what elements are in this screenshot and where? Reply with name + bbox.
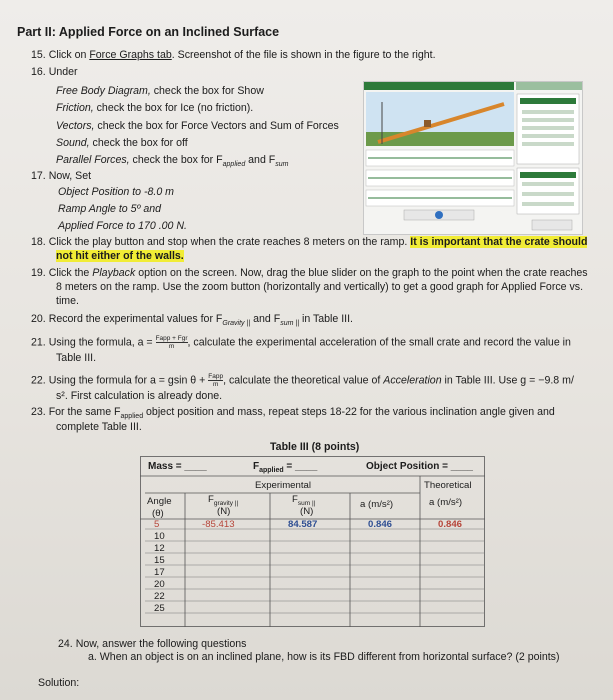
step-20: 20. Record the experimental values for $F_{Gravity ||}$ and $F_{sum ||}$ in Table III. [31,313,353,328]
step-22-line-2: s². First calculation is already done. [56,390,223,402]
fsum-header: $F_{sum ||}$ [292,494,316,507]
panel-row [522,142,574,146]
accel-header: a (m/s²) [360,499,394,510]
panel-row [522,182,574,186]
sound-instruction: Sound, check the box for off [56,137,188,149]
row-accel: 0.846 [368,519,393,530]
panel-row [522,118,574,122]
row-angle: 20 [154,579,165,590]
panel-row [522,134,574,138]
vectors-instruction: Vectors, check the box for Force Vectors and Sum of Forces [56,120,339,132]
panel-row [522,126,574,130]
table-iii [140,443,485,627]
panel-row [522,110,574,114]
table-title: Table III (8 points) [270,441,360,453]
panel-row [522,192,574,196]
row-angle: 12 [154,543,165,554]
accel-theoretical-header: a (m/s²) [429,497,463,508]
ramp-angle-setting: Ramp Angle to 5º and [58,203,162,215]
row-angle: 22 [154,591,165,602]
step-22: 22. Using the formula for a = gsin θ + Fapp m , calculate the theoretical value of Acceleration in Table III. Use g = −9.8 m/ [31,373,574,388]
panel-header [520,98,576,104]
row-fgravity: -85.413 [202,519,235,530]
step-19-line-2: 8 meters on the ramp. Use the zoom button (horizontally and vertically) to get a good graph for Applied Force vs. [56,281,584,293]
experimental-header: Experimental [255,480,311,491]
step-17: 17. Now, Set [31,170,92,182]
row-accel-theoretical: 0.846 [438,519,463,530]
row-angle: 5 [154,519,160,530]
formula-fraction: Fapp + Fgr m [155,335,188,350]
friction-instruction: Friction, check the box for Ice (no friction). [56,102,254,114]
step-23: 23. For the same $F_{applied}$ object position and mass, repeat steps 18-22 for the various inclination angle given and [31,406,555,421]
crate [424,120,431,127]
step-18: 18. Click the play button and stop when the crate reaches 8 meters on the ramp. It is important that the crate should [31,236,588,248]
object-position-label: Object Position = ____ [366,461,473,472]
theoretical-header: Theoretical [424,480,472,491]
step-24: 24. Now, answer the following questions [58,638,247,650]
row-angle: 25 [154,603,165,614]
row-angle: 15 [154,555,165,566]
row-fsum: 84.587 [288,519,318,530]
theta-header: (θ) [152,508,164,519]
sim-title-bar [364,82,514,90]
step-19-line-3: time. [56,295,79,307]
fbd-instruction: Free Body Diagram, check the box for Show [56,85,264,97]
reset-button[interactable] [532,220,572,230]
play-button-icon[interactable] [435,211,443,219]
panel-row [522,202,574,206]
fgravity-header: $F_{gravity ||}$ [208,494,239,507]
fsum-unit: (N) [300,506,314,517]
simulation-screenshot [363,81,583,235]
simulation-graphic [364,82,582,234]
question-a: a. When an object is on an inclined plane, how is its FBD different from horizontal surface? (2 points) [88,651,560,663]
fapplied-label: $F_{applied}$ = ____ [253,461,318,474]
step-18-cont: not hit either of the walls. [56,250,184,262]
force-graphs-link[interactable]: Force Graphs tab [89,49,172,61]
solution-label: Solution: [38,677,80,689]
step-19: 19. Click the Playback option on the screen. Now, drag the blue slider on the graph to the point when the crate reaches [31,267,588,279]
step-21: 21. Using the formula, a = Fapp + Fgr m , calculate the experimental acceleration of the small crate and record the value in [31,335,571,350]
panel-header [520,172,576,178]
step-23-line-2: complete Table III. [56,421,142,433]
step-21-line-2: Table III. [56,352,97,364]
step-15: 15. Click on Force Graphs tab. Screenshot of the file is shown in the figure to the right. [31,49,436,61]
row-angle: 17 [154,567,165,578]
sim-tab-bar [516,82,582,90]
mass-label: Mass = ____ [148,461,207,472]
applied-force-setting: Applied Force to 170 .00 N. [58,220,187,232]
object-position-setting: Object Position to -8.0 m [58,186,174,198]
parallel-instruction: Parallel Forces, check the box for $F_{applied}$ and $F_{sum}$ [56,154,289,169]
row-angle: 10 [154,531,165,542]
angle-header: Angle [147,496,172,507]
formula-fraction: Fapp m [208,373,224,388]
section-heading: Part II: Applied Force on an Inclined Surface [17,25,280,39]
fgravity-unit: (N) [217,506,231,517]
step-16: 16. Under [31,66,78,78]
